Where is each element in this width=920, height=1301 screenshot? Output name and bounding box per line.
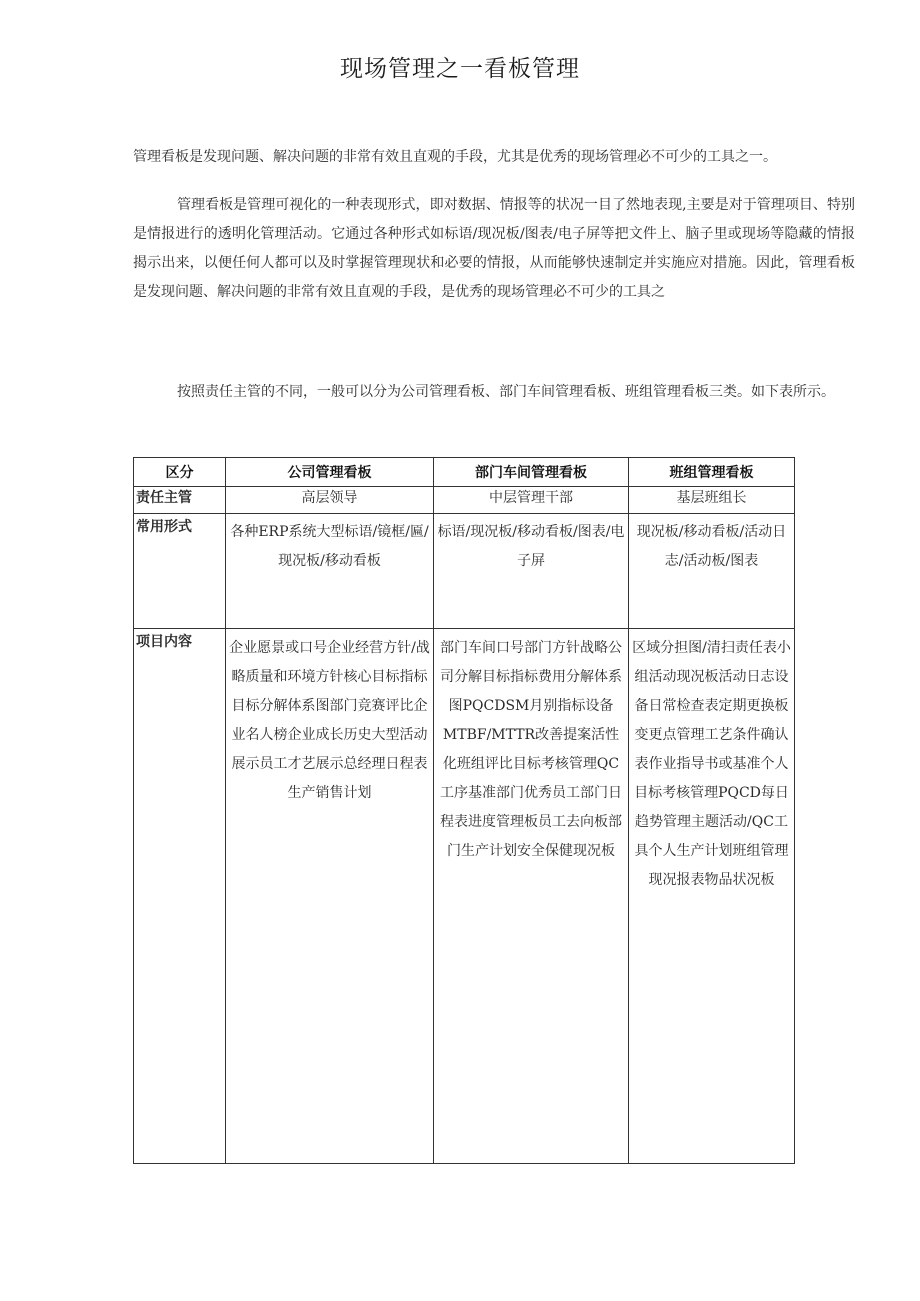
cell-company-contents-text: 企业愿景或口号企业经营方针/战略质量和环境方针核心目标指标目标分解体系图部门竞赛评比企业名人榜企业成长历史大型活动展示员工才艺展示总经理日程表生产销售计划 xyxy=(229,640,430,801)
row-label-forms: 常用形式 xyxy=(134,514,226,629)
cell-company-forms-text: 各种ERP系统大型标语/镜框/匾/现况板/移动看板 xyxy=(230,524,429,569)
cell-department-contents xyxy=(434,629,629,1164)
table-row-contents xyxy=(134,629,795,1164)
classification-paragraph: 按照责任主管的不同，一般可以分为公司管理看板、部门车间管理看板、班组管理看板三类。如下表所示。 xyxy=(177,384,835,400)
cell-department-contents-text: 部门车间口号部门方针战略公司分解目标指标费用分解体系图PQCDSM月别指标设备MTBF/MTTR改善提案活性化班组评比目标考核管理QC工序基准部门优秀员工部门日程表进度管理板员工去向板部门生产计划安全保健现况板 xyxy=(440,640,622,859)
cell-department-responsible: 中层管理干部 xyxy=(434,487,629,514)
header-category: 区分 xyxy=(134,458,226,487)
row-label-contents: 项目内容 xyxy=(134,629,226,1164)
header-team-board: 班组管理看板 xyxy=(629,458,795,487)
row-label-responsible: 责任主管 xyxy=(134,487,226,514)
header-department-board: 部门车间管理看板 xyxy=(434,458,629,487)
table-row-forms xyxy=(134,514,795,629)
cell-team-forms xyxy=(629,514,795,629)
cell-team-contents-text: 区域分担图/清扫责任表小组活动现况板活动日志设备日常检查表定期更换板变更点管理工艺条件确认表作业指导书或基准个人目标考核管理PQCD每日趋势管理主题活动/QC工具个人生产计划班组管理现况报表物品状况板 xyxy=(632,640,791,888)
cell-company-contents xyxy=(226,629,434,1164)
cell-company-responsible: 高层领导 xyxy=(226,487,434,514)
cell-company-forms xyxy=(226,514,434,629)
cell-team-responsible: 基层班组长 xyxy=(629,487,795,514)
cell-department-forms xyxy=(434,514,629,629)
page-title: 现场管理之一看板管理 xyxy=(340,56,580,82)
intro-paragraph: 管理看板是发现问题、解决问题的非常有效且直观的手段，尤其是优秀的现场管理必不可少的工具之一。 xyxy=(133,149,777,165)
kanban-classification-table xyxy=(133,457,795,1164)
table-row-responsible xyxy=(134,487,795,514)
cell-team-contents xyxy=(629,629,795,1164)
cell-department-forms-text: 标语/现况板/移动看板/图表/电子屏 xyxy=(437,524,625,569)
header-company-board: 公司管理看板 xyxy=(226,458,434,487)
cell-team-forms-text: 现况板/移动看板/活动日志/活动板/图表 xyxy=(636,524,787,569)
definition-paragraph: 管理看板是管理可视化的一种表现形式，即对数据、情报等的状况一目了然地表现,主要是对于管理项目、特别是情报进行的透明化管理活动。它通过各种形式如标语/现况板/图表/电子屏等把文件上、脑子里或现场等隐藏的情报揭示出来，以便任何人都可以及时掌握管理现状和必要的情报，从而能够快速制定并实施应对措施。因此，管理看板是发现问题、解决问题的非常有效且直观的手段，是优秀的现场管理必不可少的工具之 xyxy=(133,197,855,300)
table-header-row xyxy=(134,458,795,487)
